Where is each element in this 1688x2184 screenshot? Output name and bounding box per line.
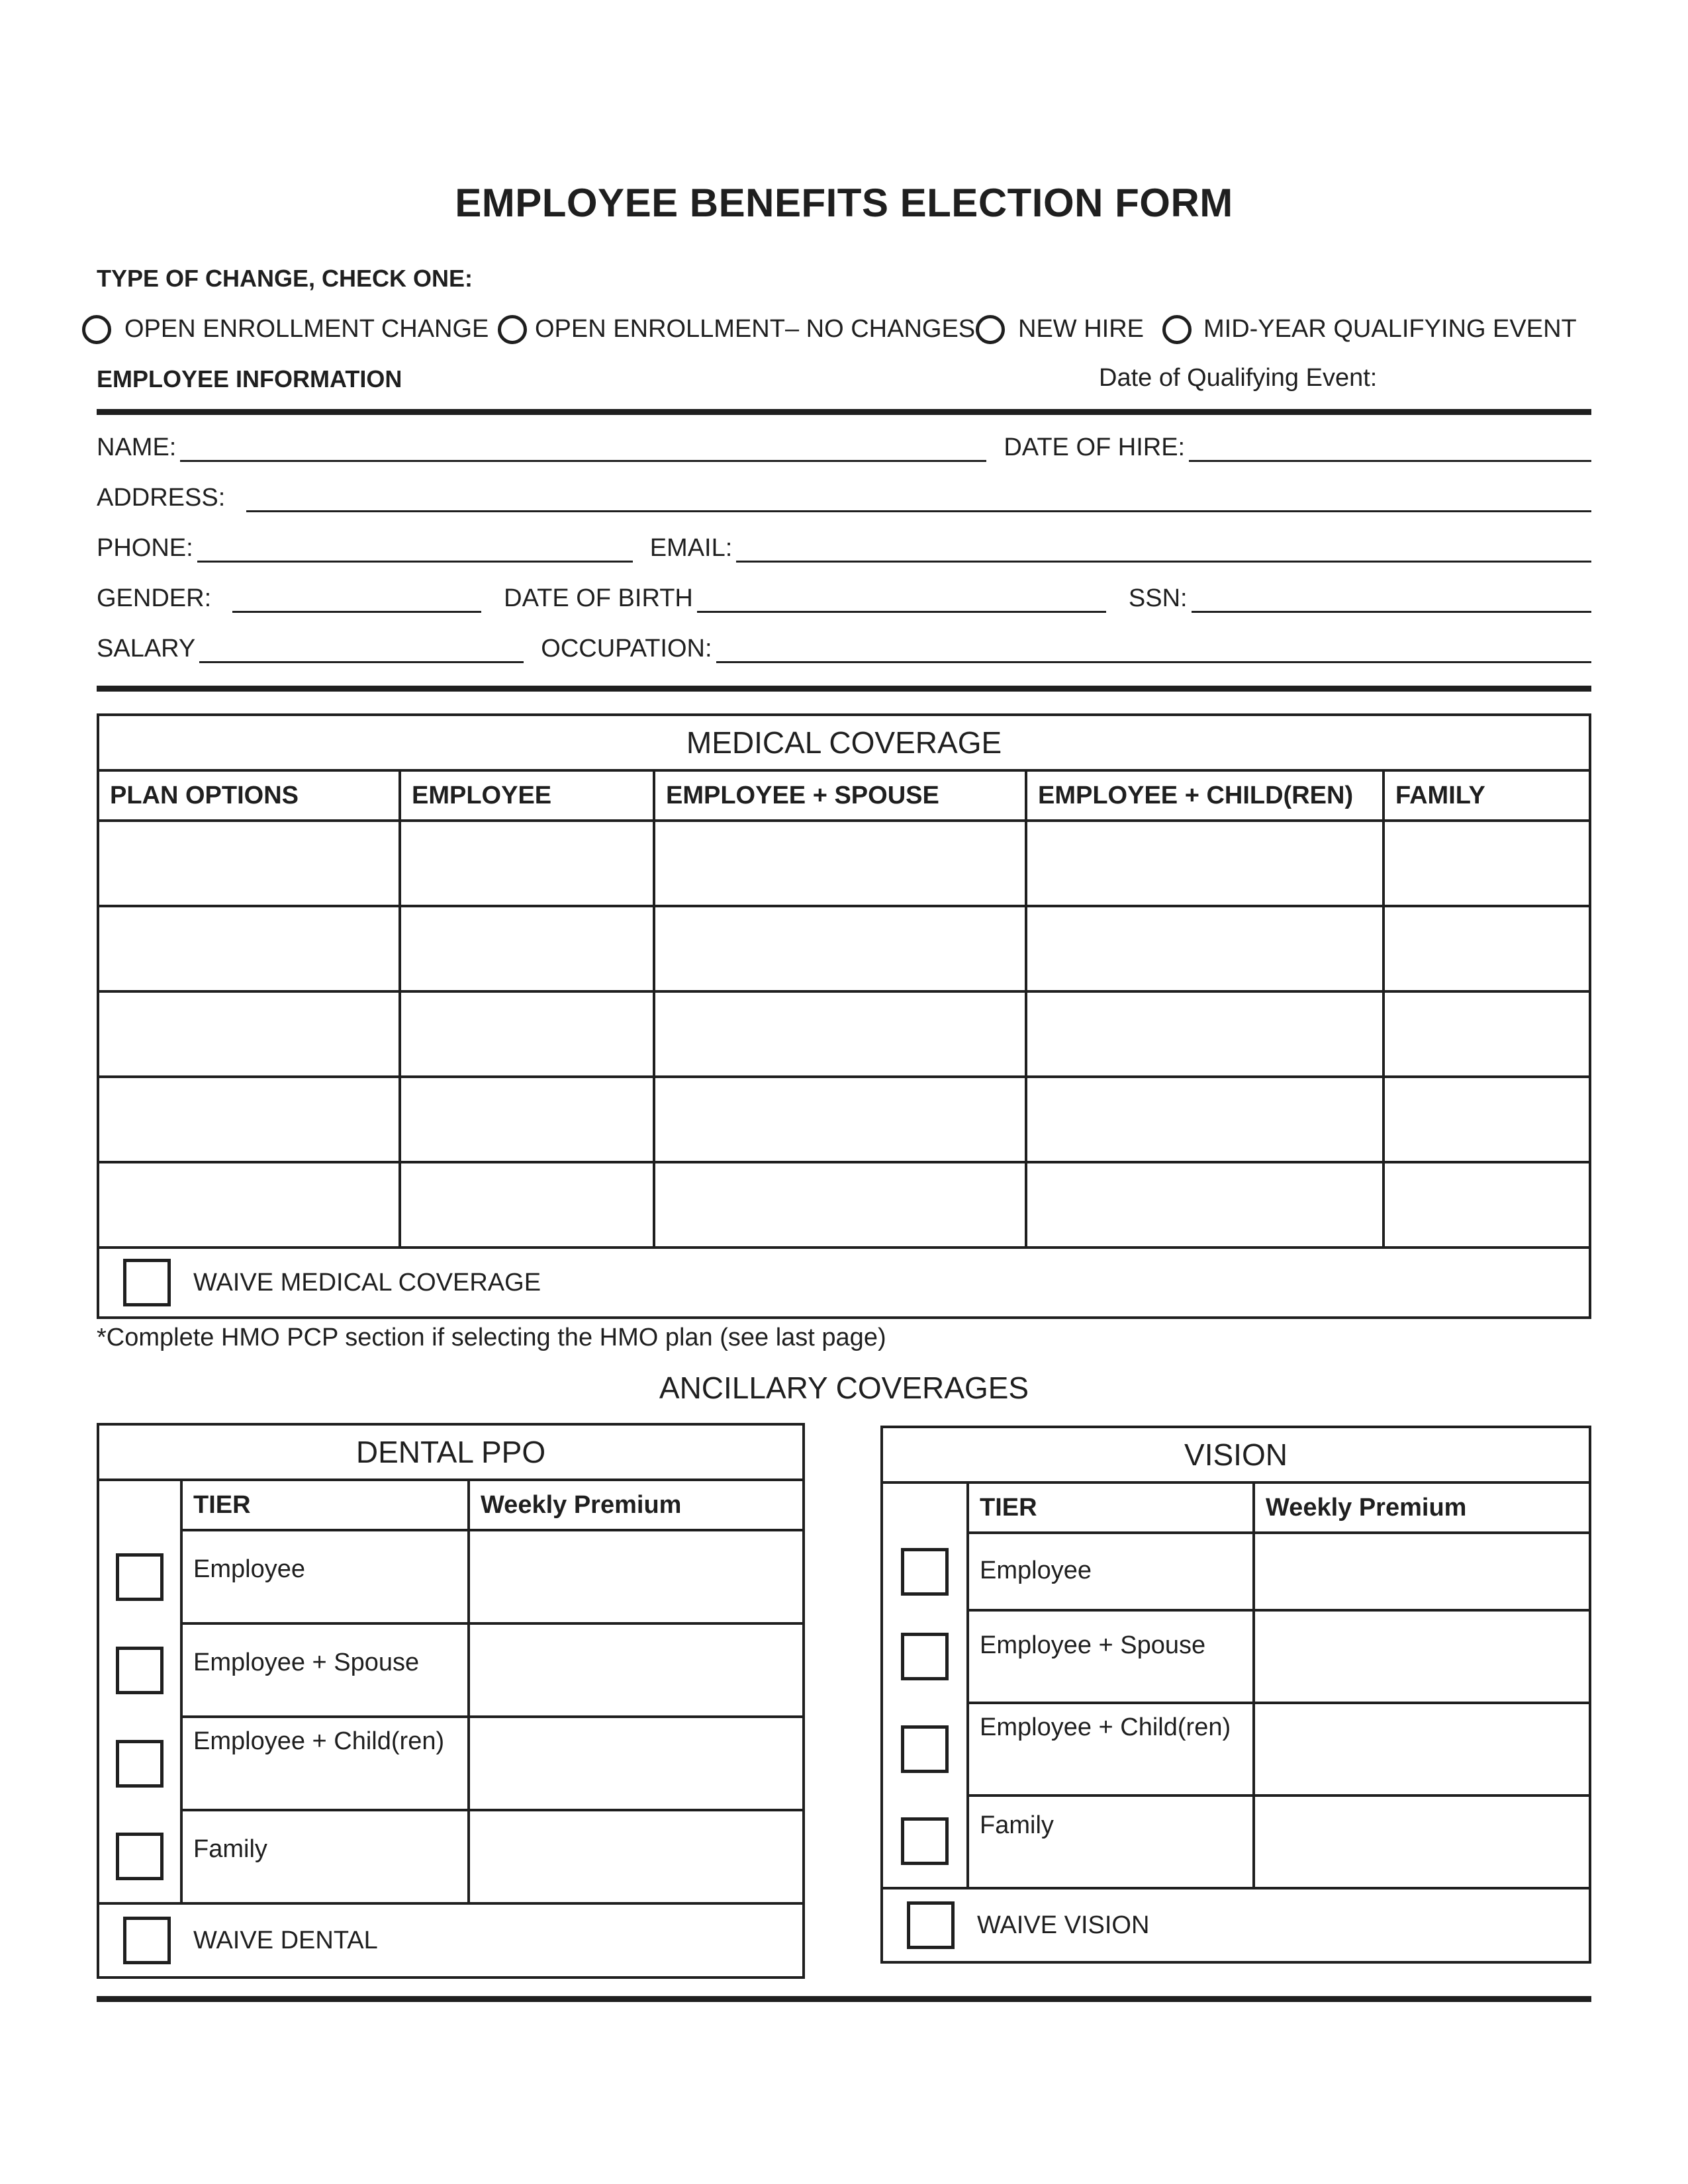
- waive-dental-checkbox[interactable]: [123, 1917, 171, 1964]
- waive-medical-label: WAIVE MEDICAL COVERAGE: [193, 1268, 541, 1297]
- dental-col-tier: TIER: [181, 1480, 469, 1530]
- table-row: [98, 1810, 804, 1903]
- dental-tier-employee-spouse: Employee + Spouse: [181, 1623, 469, 1717]
- employee-info-heading: EMPLOYEE INFORMATION: [97, 365, 402, 392]
- medical-coverage-title: MEDICAL COVERAGE: [98, 715, 1590, 770]
- table-cell[interactable]: [400, 991, 654, 1077]
- table-row: [882, 1533, 1590, 1610]
- vision-family-checkbox[interactable]: [901, 1817, 949, 1865]
- vision-employee-children-checkbox[interactable]: [901, 1725, 949, 1773]
- table-row: [98, 906, 1590, 991]
- table-cell[interactable]: [400, 906, 654, 991]
- dental-employee-children-checkbox[interactable]: [116, 1740, 164, 1788]
- table-cell[interactable]: [654, 821, 1026, 906]
- option-open-enrollment-no-changes-label: OPEN ENROLLMENT– NO CHANGES: [535, 315, 976, 343]
- table-cell[interactable]: [1383, 821, 1590, 906]
- table-row: [98, 821, 1590, 906]
- vision-col-tier: TIER: [968, 1482, 1254, 1533]
- vision-table: [880, 1426, 1591, 1964]
- row-phone-email: [97, 529, 1591, 563]
- date-of-hire-field[interactable]: [1189, 436, 1591, 462]
- vision-tier-employee-children: Employee + Child(ren): [968, 1703, 1254, 1796]
- col-employee: EMPLOYEE: [400, 770, 654, 821]
- dental-premium-family[interactable]: [469, 1810, 804, 1903]
- address-field[interactable]: [246, 486, 1591, 512]
- table-cell[interactable]: [654, 906, 1026, 991]
- radio-open-enrollment-change[interactable]: [82, 315, 111, 344]
- vision-tier-family: Family: [968, 1796, 1254, 1888]
- email-field[interactable]: [736, 537, 1591, 563]
- table-cell[interactable]: [98, 821, 400, 906]
- table-cell[interactable]: [98, 1162, 400, 1248]
- table-cell[interactable]: [98, 991, 400, 1077]
- waive-vision-checkbox[interactable]: [907, 1901, 955, 1949]
- hmo-footnote: *Complete HMO PCP section if selecting the HMO plan (see last page): [97, 1324, 886, 1351]
- salary-label: SALARY: [97, 635, 196, 662]
- option-new-hire-label: NEW HIRE: [1018, 315, 1144, 343]
- table-row: [98, 1530, 804, 1623]
- vision-col-weekly-premium: Weekly Premium: [1254, 1482, 1590, 1533]
- name-field[interactable]: [180, 436, 986, 462]
- vision-tier-employee: Employee: [968, 1533, 1254, 1610]
- table-cell[interactable]: [1026, 821, 1383, 906]
- dental-col-weekly-premium: Weekly Premium: [469, 1480, 804, 1530]
- table-cell[interactable]: [1026, 1077, 1383, 1162]
- occupation-field[interactable]: [716, 637, 1591, 663]
- table-cell[interactable]: [654, 1077, 1026, 1162]
- dental-ppo-table: [97, 1423, 805, 1979]
- ssn-field[interactable]: [1192, 587, 1591, 613]
- date-of-birth-field[interactable]: [697, 587, 1106, 613]
- table-cell[interactable]: [1026, 991, 1383, 1077]
- table-cell[interactable]: [98, 906, 400, 991]
- radio-open-enrollment-no-changes[interactable]: [498, 315, 527, 344]
- row-address: [97, 479, 1591, 512]
- table-cell[interactable]: [1383, 991, 1590, 1077]
- waive-medical-checkbox[interactable]: [123, 1259, 171, 1306]
- ancillary-coverages-heading: ANCILLARY COVERAGES: [659, 1371, 1029, 1405]
- table-cell[interactable]: [654, 991, 1026, 1077]
- table-row: [98, 1077, 1590, 1162]
- table-cell[interactable]: [1026, 906, 1383, 991]
- col-plan-options: PLAN OPTIONS: [98, 770, 400, 821]
- phone-label: PHONE:: [97, 534, 193, 562]
- ssn-label: SSN:: [1128, 584, 1188, 612]
- gender-field[interactable]: [232, 587, 481, 613]
- divider-bottom: [97, 1996, 1591, 2002]
- vision-employee-checkbox[interactable]: [901, 1548, 949, 1596]
- dental-premium-employee-children[interactable]: [469, 1717, 804, 1810]
- dental-family-checkbox[interactable]: [116, 1833, 164, 1880]
- col-employee-spouse: EMPLOYEE + SPOUSE: [654, 770, 1026, 821]
- dental-employee-checkbox[interactable]: [116, 1553, 164, 1601]
- col-family: FAMILY: [1383, 770, 1590, 821]
- vision-premium-family[interactable]: [1254, 1796, 1590, 1888]
- change-type-label: TYPE OF CHANGE, CHECK ONE:: [97, 265, 473, 292]
- vision-tier-employee-spouse: Employee + Spouse: [968, 1610, 1254, 1703]
- vision-premium-employee[interactable]: [1254, 1533, 1590, 1610]
- table-row: [98, 991, 1590, 1077]
- col-employee-children: EMPLOYEE + CHILD(REN): [1026, 770, 1383, 821]
- waive-dental-label: WAIVE DENTAL: [193, 1926, 378, 1954]
- vision-premium-employee-spouse[interactable]: [1254, 1610, 1590, 1703]
- table-row: [882, 1703, 1590, 1796]
- dental-premium-employee-spouse[interactable]: [469, 1623, 804, 1717]
- table-cell[interactable]: [654, 1162, 1026, 1248]
- divider-top: [97, 409, 1591, 415]
- waive-vision-row: [882, 1888, 1590, 1962]
- radio-mid-year-qualifying-event[interactable]: [1162, 315, 1192, 344]
- date-of-hire-label: DATE OF HIRE:: [1004, 433, 1186, 461]
- table-row: [98, 1717, 804, 1810]
- name-label: NAME:: [97, 433, 177, 461]
- row-gender-dob-ssn: [97, 580, 1591, 613]
- table-cell[interactable]: [1383, 1077, 1590, 1162]
- salary-field[interactable]: [199, 637, 524, 663]
- table-row: [98, 1162, 1590, 1248]
- option-mid-year-qualifying-event-label: MID-YEAR QUALIFYING EVENT: [1203, 315, 1577, 343]
- email-label: EMAIL:: [649, 534, 733, 562]
- medical-coverage-table: [97, 713, 1591, 1319]
- dental-premium-employee[interactable]: [469, 1530, 804, 1623]
- vision-employee-spouse-checkbox[interactable]: [901, 1633, 949, 1680]
- dental-ppo-title: DENTAL PPO: [98, 1424, 804, 1480]
- table-cell[interactable]: [400, 1077, 654, 1162]
- radio-new-hire[interactable]: [976, 315, 1005, 344]
- waive-dental-row: [98, 1903, 804, 1978]
- vision-premium-employee-children[interactable]: [1254, 1703, 1590, 1796]
- qualifying-event-date-label: Date of Qualifying Event:: [1099, 364, 1378, 392]
- vision-check-column-head: [882, 1482, 968, 1533]
- address-label: ADDRESS:: [97, 484, 226, 512]
- waive-vision-label: WAIVE VISION: [977, 1911, 1150, 1939]
- waive-medical-row: [98, 1248, 1590, 1318]
- date-of-birth-label: DATE OF BIRTH: [504, 584, 693, 612]
- table-cell[interactable]: [1026, 1162, 1383, 1248]
- table-row: [882, 1610, 1590, 1703]
- vision-title: VISION: [882, 1427, 1590, 1482]
- option-open-enrollment-change-label: OPEN ENROLLMENT CHANGE: [124, 315, 489, 343]
- table-cell[interactable]: [1383, 1162, 1590, 1248]
- phone-field[interactable]: [197, 537, 633, 563]
- table-cell[interactable]: [1383, 906, 1590, 991]
- table-row: [98, 1623, 804, 1717]
- table-cell[interactable]: [98, 1077, 400, 1162]
- dental-tier-employee-children: Employee + Child(ren): [181, 1717, 469, 1810]
- divider-middle: [97, 686, 1591, 692]
- dental-employee-spouse-checkbox[interactable]: [116, 1647, 164, 1694]
- occupation-label: OCCUPATION:: [541, 635, 712, 662]
- table-cell[interactable]: [400, 1162, 654, 1248]
- table-row: [882, 1796, 1590, 1888]
- gender-label: GENDER:: [97, 584, 212, 612]
- row-name-hire: [97, 429, 1591, 462]
- dental-tier-family: Family: [181, 1810, 469, 1903]
- table-cell[interactable]: [400, 821, 654, 906]
- dental-tier-employee: Employee: [181, 1530, 469, 1623]
- row-salary-occupation: [97, 630, 1591, 663]
- form-title: EMPLOYEE BENEFITS ELECTION FORM: [455, 181, 1233, 225]
- dental-check-column-head: [98, 1480, 181, 1530]
